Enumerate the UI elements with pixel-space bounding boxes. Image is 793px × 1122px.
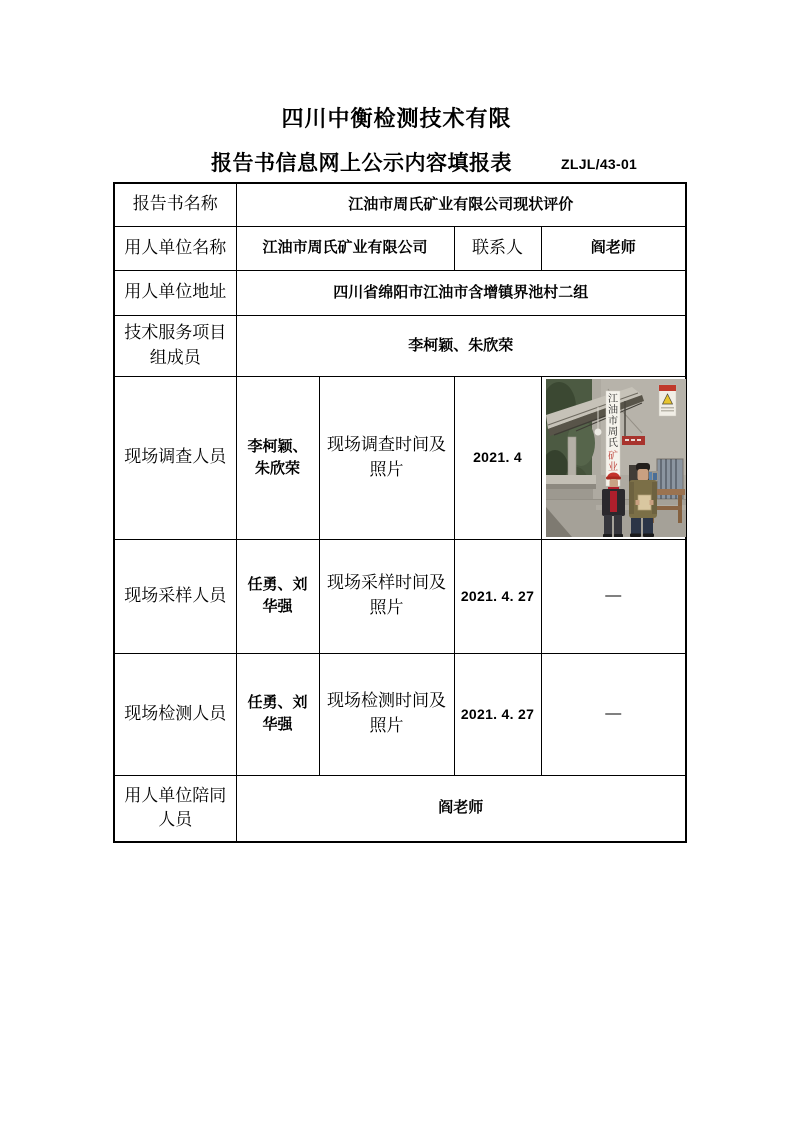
page-subtitle: 报告书信息网上公示内容填报表 xyxy=(211,152,512,175)
report-name-value: 江油市周氏矿业有限公司现状评价 xyxy=(236,183,686,226)
testing-label: 现场检测人员 xyxy=(114,653,236,775)
row-employer-name xyxy=(114,226,686,270)
survey-personnel: 李柯颖、朱欣荣 xyxy=(236,376,319,539)
sampling-photo-placeholder: — xyxy=(541,539,686,653)
report-info-table xyxy=(113,182,687,843)
survey-time-label: 现场调查时间及照片 xyxy=(319,376,454,539)
testing-personnel: 任勇、刘华强 xyxy=(236,653,319,775)
photo-warning-sign xyxy=(659,385,676,416)
site-photo xyxy=(546,379,686,537)
sampling-time-value: 2021. 4. 27 xyxy=(454,539,541,653)
photo-banner-text: 江油市周氏 xyxy=(607,393,618,449)
team-members-value: 李柯颖、朱欣荣 xyxy=(236,315,686,376)
row-team-members xyxy=(114,315,686,376)
accompany-label: 用人单位陪同人员 xyxy=(114,775,236,842)
employer-address-label: 用人单位地址 xyxy=(114,270,236,315)
survey-photo-cell xyxy=(541,376,686,539)
row-accompany xyxy=(114,775,686,842)
row-employer-address xyxy=(114,270,686,315)
accompany-value: 阎老师 xyxy=(236,775,686,842)
photo-banner-text-red: 矿业 xyxy=(607,450,618,473)
contact-label: 联系人 xyxy=(454,226,541,270)
testing-time-value: 2021. 4. 27 xyxy=(454,653,541,775)
row-survey xyxy=(114,376,686,539)
sampling-personnel: 任勇、刘华强 xyxy=(236,539,319,653)
page-title: 四川中衡检测技术有限 xyxy=(281,106,512,131)
report-name-label: 报告书名称 xyxy=(114,183,236,226)
team-members-label: 技术服务项目组成员 xyxy=(114,315,236,376)
sampling-label: 现场采样人员 xyxy=(114,539,236,653)
doc-code: ZLJL/43-01 xyxy=(561,156,638,172)
testing-photo-placeholder: — xyxy=(541,653,686,775)
employer-name-label: 用人单位名称 xyxy=(114,226,236,270)
contact-value: 阎老师 xyxy=(541,226,686,270)
survey-label: 现场调查人员 xyxy=(114,376,236,539)
photo-red-sign xyxy=(622,436,645,445)
row-report-name xyxy=(114,183,686,226)
row-testing xyxy=(114,653,686,775)
employer-address-value: 四川省绵阳市江油市含增镇界池村二组 xyxy=(236,270,686,315)
testing-time-label: 现场检测时间及照片 xyxy=(319,653,454,775)
employer-name-value: 江油市周氏矿业有限公司 xyxy=(236,226,454,270)
sampling-time-label: 现场采样时间及照片 xyxy=(319,539,454,653)
row-sampling xyxy=(114,539,686,653)
survey-time-value: 2021. 4 xyxy=(454,376,541,539)
photo-banner xyxy=(606,391,620,486)
